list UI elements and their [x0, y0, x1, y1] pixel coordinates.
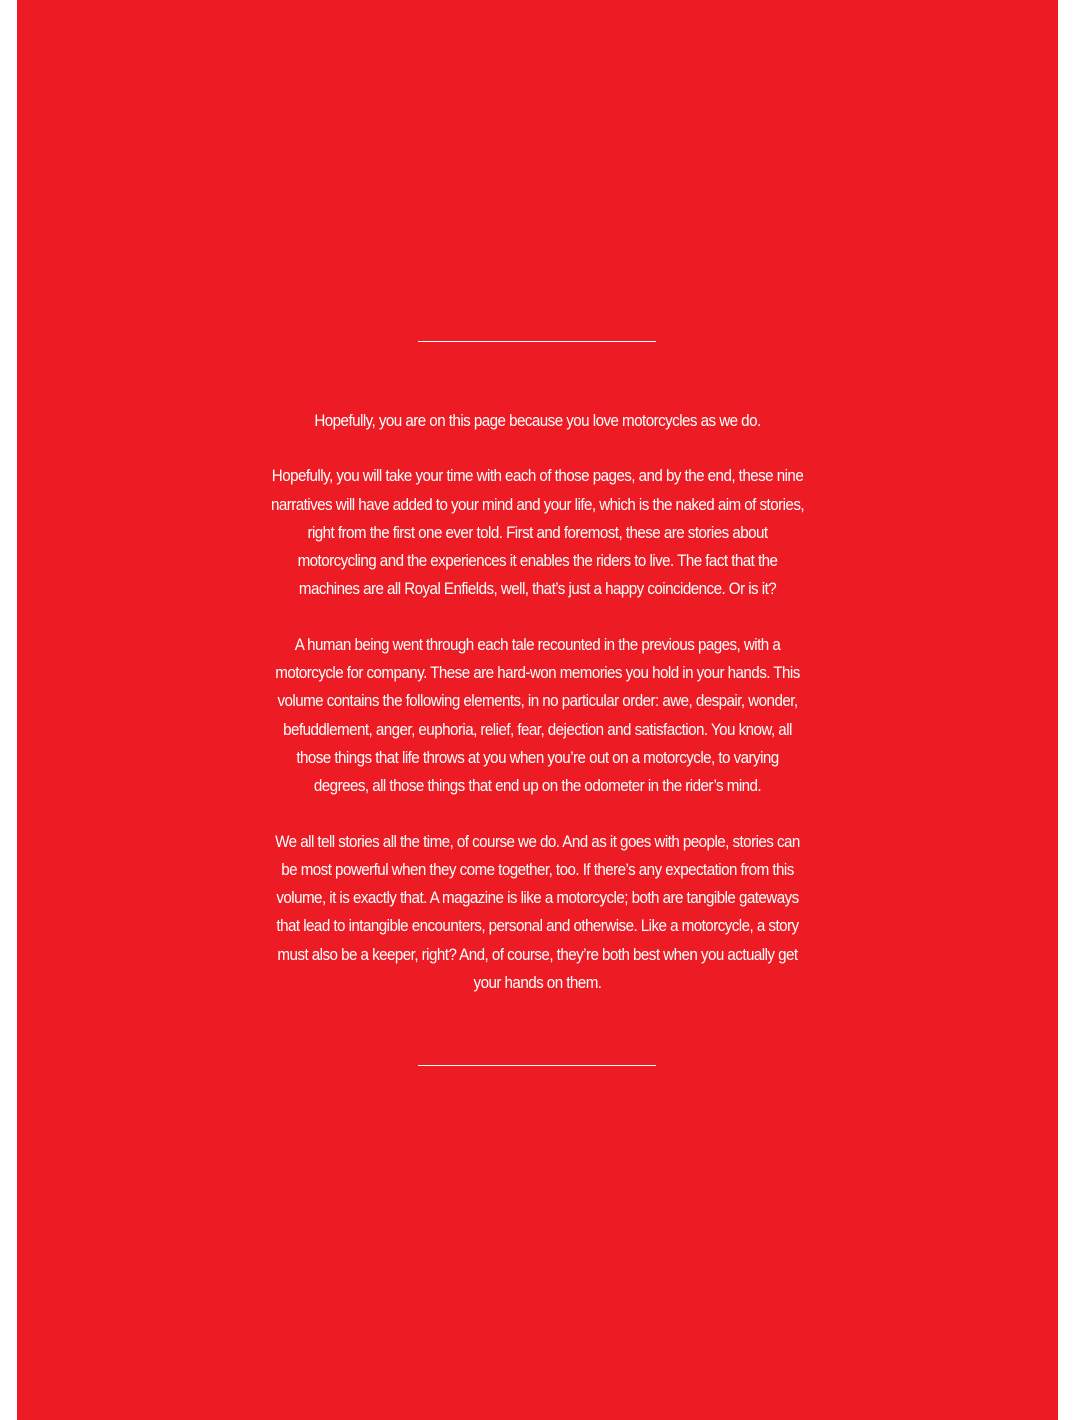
- red-page: [17, 0, 1058, 1420]
- paragraph-stories: We all tell stories all the time, of course we do. And as it goes with people, stories can be most powerful when they come together, too. If there’s any expectation from this volume, it is exactly that. A magazine is like a motorcycle; both are tangible gateways that lead to intangible encounters, personal and otherwise. Like a motorcycle, a story must also be a keeper, right? And, of course, they’re both best when you actually get your hands on them.: [275, 832, 800, 993]
- paragraph-memories: A human being went through each tale recounted in the previous pages, with a motorcycle for company. These are hard-won memories you hold in your hands. This volume contains the following elements, in no particular order: awe, despair, wonder, befuddlement, anger, euphoria, relief, fear, dejection and satisfaction. You know, all those things that life throws at you when you’re out on a motorcycle, to varying degrees, all those things that end up on the odometer in the rider’s mind.: [275, 635, 800, 796]
- paragraph-intro: Hopefully, you are on this page because you love motorcycles as we do.: [314, 412, 761, 430]
- top-divider: [418, 341, 656, 342]
- paragraph-narratives: Hopefully, you will take your time with each of those pages, and by the end, these nine narratives will have added to your mind and your life, which is the naked aim of stories, right from the first one ever told. First and foremost, these are stories about motorcycling and the experiences it enables the riders to live. The fact that the machines are all Royal Enfields, well, that’s just a happy coincidence. Or is it?: [270, 467, 805, 599]
- body-text: [245, 407, 830, 997]
- bottom-divider: [418, 1065, 656, 1066]
